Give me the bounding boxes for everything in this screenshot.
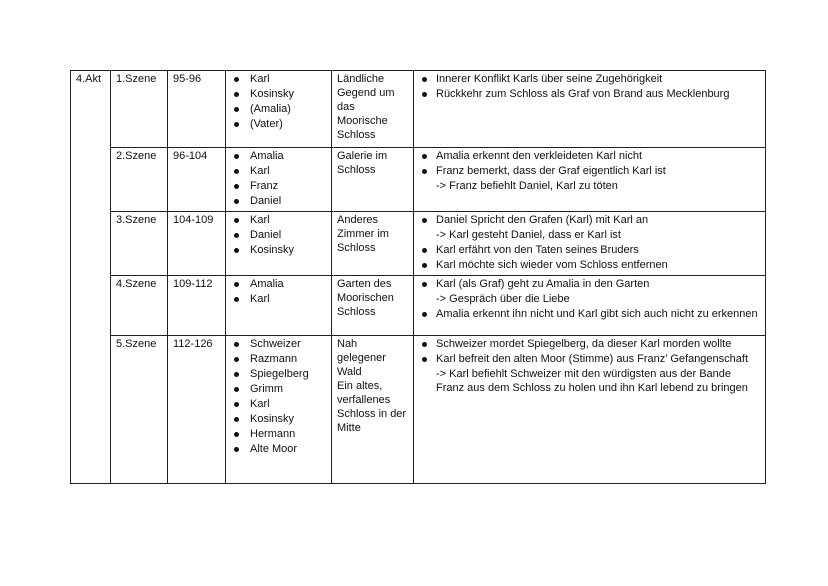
location-cell [332, 71, 414, 148]
persons-list [231, 337, 326, 456]
page-range-cell: 104-109 [168, 212, 226, 276]
content-bullet: Karl (als Graf) geht zu Amalia in den Garten [419, 277, 760, 291]
content-note-text: -> Franz befiehlt Daniel, Karl zu töten [436, 180, 618, 192]
content-cell [414, 336, 766, 484]
content-bullet: Schweizer mordet Spiegelberg, da dieser Karl morden wollte [419, 337, 760, 351]
scene-number-cell: 4.Szene [111, 276, 168, 336]
persons-list [231, 213, 326, 257]
person-item: Daniel [231, 194, 326, 208]
person-item: Kosinsky [231, 243, 326, 257]
scene-row [71, 276, 766, 336]
scene-number-cell: 1.Szene [111, 71, 168, 148]
person-item: Schweizer [231, 337, 326, 351]
location-line: Schloss [337, 129, 376, 141]
persons-cell [226, 148, 332, 212]
location-cell [332, 276, 414, 336]
page-range-cell: 109-112 [168, 276, 226, 336]
akt-cell: 4.Akt [71, 71, 111, 484]
location-line: Ein altes, [337, 380, 383, 392]
person-item: Hermann [231, 427, 326, 441]
location-cell [332, 212, 414, 276]
location-line: Schloss [337, 242, 376, 254]
content-bullet: Karl erfährt von den Taten seines Bruders [419, 243, 760, 257]
persons-list [231, 149, 326, 208]
persons-cell [226, 276, 332, 336]
content-cell [414, 71, 766, 148]
location-line: Moorische [337, 115, 388, 127]
scene-number-cell: 5.Szene [111, 336, 168, 484]
content-bullet: Daniel Spricht den Grafen (Karl) mit Karl an [419, 213, 760, 227]
content-bullet: Karl befreit den alten Moor (Stimme) aus Franz’ Gefangenschaft [419, 352, 760, 366]
person-item: (Amalia) [231, 102, 326, 116]
location-line: Gegend um [337, 87, 395, 99]
content-bullet: Karl möchte sich wieder vom Schloss entfernen [419, 258, 760, 272]
person-item: Karl [231, 213, 326, 227]
location-line: Schloss [337, 306, 376, 318]
persons-cell [226, 71, 332, 148]
content-cell [414, 276, 766, 336]
location-line: Galerie im [337, 150, 388, 162]
content-list [419, 337, 760, 395]
content-bullet: Franz bemerkt, dass der Graf eigentlich Karl ist [419, 164, 760, 178]
location-cell [332, 336, 414, 484]
page-range-cell: 95-96 [168, 71, 226, 148]
location-line: Mitte [337, 422, 361, 434]
page-range-cell: 112-126 [168, 336, 226, 484]
scene-row [71, 71, 766, 148]
content-bullet: Rückkehr zum Schloss als Graf von Brand aus Mecklenburg [419, 87, 760, 101]
location-line: Schloss [337, 164, 376, 176]
scene-row [71, 148, 766, 212]
persons-list [231, 277, 326, 306]
person-item: Amalia [231, 277, 326, 291]
content-note-text: -> Gespräch über die Liebe [436, 293, 570, 305]
location-line: das [337, 101, 355, 113]
content-list [419, 213, 760, 272]
content-note [419, 179, 760, 193]
location-line: Schloss in der [337, 408, 407, 420]
person-item: Karl [231, 397, 326, 411]
person-item: Kosinsky [231, 87, 326, 101]
content-note [419, 367, 760, 395]
location-line: Wald [337, 366, 362, 378]
location-line: Garten des [337, 278, 392, 290]
scene-overview-table [70, 70, 766, 484]
person-item: Karl [231, 292, 326, 306]
person-item: Spiegelberg [231, 367, 326, 381]
scene-number-cell: 3.Szene [111, 212, 168, 276]
scene-number-cell: 2.Szene [111, 148, 168, 212]
person-item: Alte Moor [231, 442, 326, 456]
scene-row [71, 212, 766, 276]
content-cell [414, 148, 766, 212]
content-cell [414, 212, 766, 276]
person-item: Karl [231, 72, 326, 86]
content-bullet: Amalia erkennt ihn nicht und Karl gibt sich auch nicht zu erkennen [419, 307, 760, 321]
content-list [419, 72, 760, 101]
content-note-text: -> Karl befiehlt Schweizer mit den würdigsten aus der Bande Franz aus dem Schloss zu holen und ihn Karl lebend zu bringen [436, 368, 748, 394]
content-note [419, 292, 760, 306]
scene-row [71, 336, 766, 484]
persons-cell [226, 212, 332, 276]
location-line: Moorischen [337, 292, 394, 304]
content-list [419, 277, 760, 321]
persons-list [231, 72, 326, 131]
location-line: Ländliche [337, 73, 385, 85]
person-item: Amalia [231, 149, 326, 163]
person-item: Kosinsky [231, 412, 326, 426]
page-range-cell: 96-104 [168, 148, 226, 212]
content-list [419, 149, 760, 193]
persons-cell [226, 336, 332, 484]
person-item: Grimm [231, 382, 326, 396]
person-item: Daniel [231, 228, 326, 242]
content-bullet: Amalia erkennt den verkleideten Karl nicht [419, 149, 760, 163]
location-line: Nah [337, 338, 358, 350]
person-item: Razmann [231, 352, 326, 366]
person-item: Karl [231, 164, 326, 178]
location-cell [332, 148, 414, 212]
location-line: gelegener [337, 352, 386, 364]
person-item: Franz [231, 179, 326, 193]
location-line: verfallenes [337, 394, 391, 406]
person-item: (Vater) [231, 117, 326, 131]
location-line: Anderes [337, 214, 378, 226]
content-bullet: Innerer Konflikt Karls über seine Zugehörigkeit [419, 72, 760, 86]
location-line: Zimmer im [337, 228, 389, 240]
content-note-text: -> Karl gesteht Daniel, dass er Karl ist [436, 229, 621, 241]
content-note [419, 228, 760, 242]
